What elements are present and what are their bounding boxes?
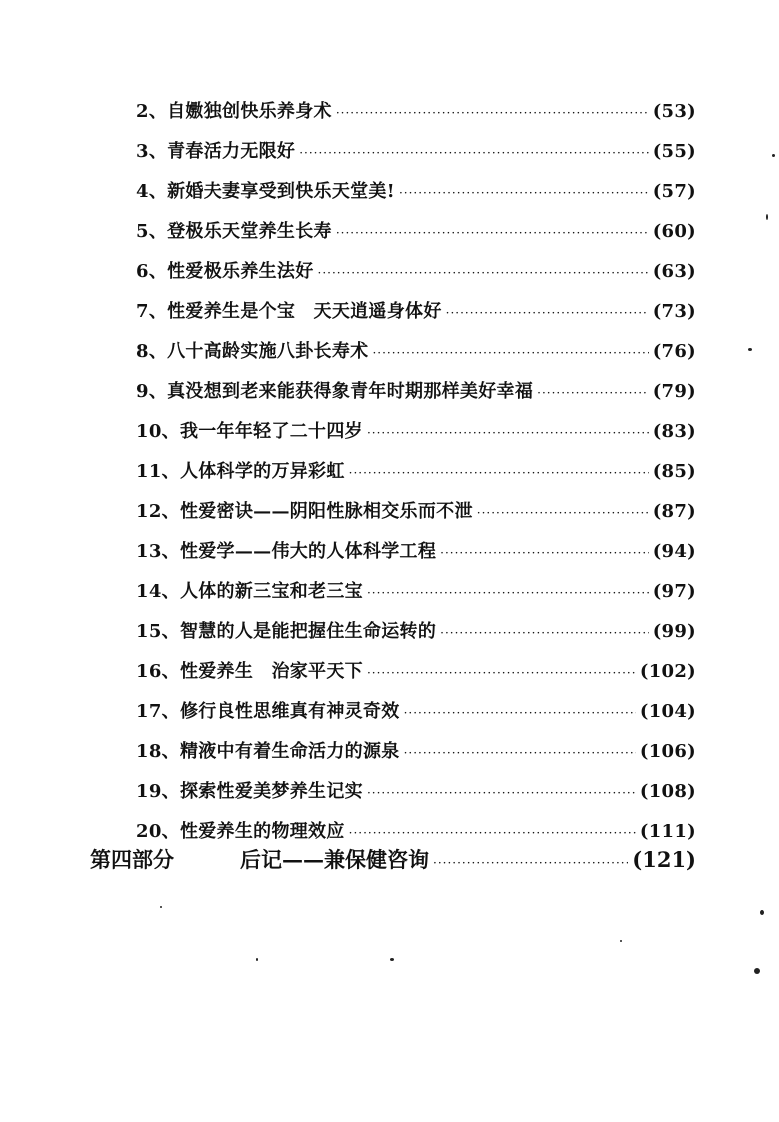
toc-entry-title: 9、真没想到老来能获得象青年时期那样美好幸福 [136, 381, 534, 402]
toc-entry-page: (102) [639, 661, 696, 682]
toc-entry [136, 532, 696, 572]
dot-leader [367, 573, 649, 613]
toc-entry [136, 292, 696, 332]
dot-leader [336, 213, 649, 253]
toc-entry-title: 16、性爱养生 治家平天下 [136, 661, 363, 682]
toc-entry-page: (87) [652, 501, 696, 522]
toc-entry-title: 7、性爱养生是个宝 天天逍遥身体好 [136, 301, 442, 322]
toc-entry [136, 692, 696, 732]
toc-entry-page: (85) [652, 461, 696, 482]
toc-entry-page: (111) [639, 821, 696, 842]
scan-speck [256, 958, 258, 961]
toc-entry-page: (57) [652, 181, 696, 202]
scan-speck [620, 940, 622, 942]
dot-leader [372, 333, 648, 373]
toc-entry-title: 14、人体的新三宝和老三宝 [136, 581, 363, 602]
toc-entry-page: (73) [652, 301, 696, 322]
dot-leader [367, 773, 636, 813]
toc-entry-title: 10、我一年年轻了二十四岁 [136, 421, 363, 442]
toc-entry-page: (94) [652, 541, 696, 562]
toc-entry-page: (63) [652, 261, 696, 282]
dot-leader [433, 841, 628, 885]
toc-entry-page: (108) [639, 781, 696, 802]
toc-entry-page: (97) [652, 581, 696, 602]
toc-entry-page: (104) [639, 701, 696, 722]
scan-speck [748, 348, 752, 351]
toc-entry-title: 2、自嫐独创快乐养身术 [136, 101, 332, 122]
toc-entry-title: 15、智慧的人是能把握住生命运转的 [136, 621, 437, 642]
dot-leader [399, 173, 649, 213]
toc-entry-page: (76) [652, 341, 696, 362]
toc-entry-page: (53) [652, 101, 696, 122]
toc-entry [136, 332, 696, 372]
table-of-contents [136, 92, 696, 852]
dot-leader [537, 373, 649, 413]
toc-entry-page: (55) [652, 141, 696, 162]
toc-entry [136, 772, 696, 812]
toc-entry-title: 18、精液中有着生命活力的源泉 [136, 741, 400, 762]
toc-entry-title: 6、性爱极乐养生法好 [136, 261, 314, 282]
dot-leader [446, 293, 649, 333]
toc-entry [136, 212, 696, 252]
dot-leader [404, 733, 636, 773]
scan-speck [390, 958, 394, 961]
dot-leader [440, 613, 649, 653]
scan-speck [754, 968, 760, 974]
toc-entry [136, 652, 696, 692]
dot-leader [299, 133, 648, 173]
dot-leader [477, 493, 649, 533]
part-page: (121) [632, 847, 696, 872]
toc-entry-title: 5、登极乐天堂养生长寿 [136, 221, 332, 242]
toc-entry-page: (106) [639, 741, 696, 762]
toc-entry-title: 19、探索性爱美梦养生记实 [136, 781, 363, 802]
toc-entry [136, 172, 696, 212]
scan-speck [760, 910, 764, 915]
toc-entry-title: 8、八十高龄实施八卦长寿术 [136, 341, 369, 362]
toc-entry-title: 4、新婚夫妻享受到快乐天堂美! [136, 181, 395, 202]
scan-speck [772, 154, 775, 157]
scan-speck [160, 906, 162, 908]
toc-entry-page: (83) [652, 421, 696, 442]
toc-entry-title: 20、性爱养生的物理效应 [136, 821, 345, 842]
toc-entry [136, 132, 696, 172]
part-label: 第四部分 [90, 847, 174, 872]
toc-entry-page: (60) [652, 221, 696, 242]
toc-entry [136, 92, 696, 132]
toc-entry-title: 3、青春活力无限好 [136, 141, 296, 162]
dot-leader [367, 653, 636, 693]
toc-entry-page: (79) [652, 381, 696, 402]
toc-entry-title: 12、性爱密诀——阴阳性脉相交乐而不泄 [136, 501, 473, 522]
toc-entry-title: 11、人体科学的万异彩虹 [136, 461, 345, 482]
toc-entry-title: 13、性爱学——伟大的人体科学工程 [136, 541, 437, 562]
toc-entry [136, 572, 696, 612]
toc-entry-title: 17、修行良性思维真有神灵奇效 [136, 701, 400, 722]
toc-entry [136, 612, 696, 652]
dot-leader [367, 413, 649, 453]
toc-entry [136, 252, 696, 292]
toc-entry [136, 492, 696, 532]
scan-speck [766, 214, 768, 220]
dot-leader [349, 453, 649, 493]
dot-leader [440, 533, 649, 573]
toc-part-heading [90, 838, 696, 882]
part-title: 后记——兼保健咨询 [240, 847, 429, 872]
toc-entry [136, 452, 696, 492]
dot-leader [336, 93, 649, 133]
toc-entry-page: (99) [652, 621, 696, 642]
dot-leader [404, 693, 636, 733]
toc-entry [136, 732, 696, 772]
dot-leader [318, 253, 649, 293]
toc-entry [136, 372, 696, 412]
toc-entry [136, 412, 696, 452]
